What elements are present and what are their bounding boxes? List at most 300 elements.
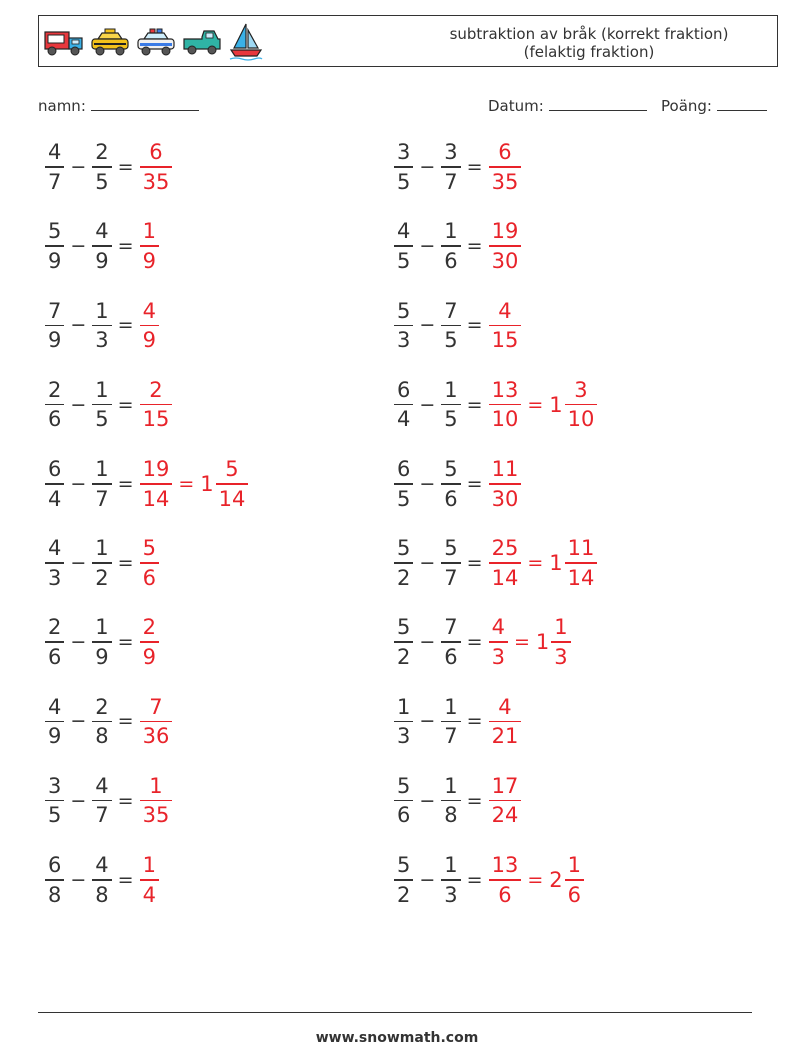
numerator: 5 xyxy=(444,457,458,482)
numerator: 7 xyxy=(48,298,62,323)
denominator: 6 xyxy=(444,486,458,511)
subtrahend-fraction xyxy=(441,218,460,274)
fraction-bar xyxy=(489,562,522,564)
denominator: 2 xyxy=(397,644,411,669)
numerator: 4 xyxy=(142,298,156,323)
equals-sign: = xyxy=(117,552,134,574)
denominator: 5 xyxy=(444,407,458,432)
denominator: 30 xyxy=(491,486,519,511)
denominator: 6 xyxy=(48,644,62,669)
minuend-fraction xyxy=(394,218,413,274)
denominator: 9 xyxy=(142,644,156,669)
answer-fraction xyxy=(140,218,159,274)
minuend-fraction xyxy=(45,298,64,354)
numerator: 2 xyxy=(95,140,109,165)
problem-row xyxy=(394,132,521,202)
fraction-bar xyxy=(489,325,522,327)
denominator: 2 xyxy=(397,565,411,590)
problem-row xyxy=(394,766,521,836)
subtrahend-fraction xyxy=(441,773,460,829)
fraction-bar xyxy=(489,721,522,723)
subtrahend-fraction xyxy=(92,614,111,670)
minuend-fraction xyxy=(394,377,413,433)
fraction-bar xyxy=(140,562,159,564)
answer xyxy=(489,535,598,591)
denominator: 8 xyxy=(48,882,62,907)
answer-fraction xyxy=(489,694,522,750)
numerator: 5 xyxy=(397,536,411,561)
equals-sign: = xyxy=(513,631,530,654)
denominator: 15 xyxy=(142,407,170,432)
numerator: 4 xyxy=(95,219,109,244)
minus-sign: − xyxy=(70,314,87,337)
answer xyxy=(489,298,522,354)
denominator: 4 xyxy=(142,882,156,907)
minuend-fraction xyxy=(45,852,64,908)
denominator: 10 xyxy=(491,407,519,432)
answer xyxy=(140,694,173,750)
answer-fraction xyxy=(140,298,159,354)
fraction-bar xyxy=(565,404,598,406)
denominator: 7 xyxy=(444,565,458,590)
numerator: 1 xyxy=(95,536,109,561)
problem-row xyxy=(394,845,584,915)
minuend-fraction xyxy=(45,773,64,829)
numerator: 11 xyxy=(567,536,595,561)
fraction-bar xyxy=(441,325,460,327)
numerator: 1 xyxy=(149,773,163,798)
denominator: 5 xyxy=(397,169,411,194)
fraction-bar xyxy=(551,641,570,643)
denominator: 9 xyxy=(95,248,109,273)
fraction-bar xyxy=(92,562,111,564)
name-label: namn: xyxy=(38,97,86,115)
answer-fraction xyxy=(140,139,173,195)
fraction-bar xyxy=(441,562,460,564)
numerator: 17 xyxy=(491,773,519,798)
numerator: 7 xyxy=(444,615,458,640)
denominator: 3 xyxy=(397,328,411,353)
problem-row xyxy=(394,607,571,677)
denominator: 6 xyxy=(498,882,512,907)
pickup-truck-icon xyxy=(182,27,222,57)
subtrahend-fraction xyxy=(441,694,460,750)
denominator: 9 xyxy=(142,328,156,353)
fraction-bar xyxy=(140,166,173,168)
denominator: 3 xyxy=(95,328,109,353)
sailboat-icon xyxy=(228,22,264,62)
denominator: 21 xyxy=(491,724,519,749)
minuend-fraction xyxy=(45,456,64,512)
answer-fraction xyxy=(489,614,508,670)
fraction-bar xyxy=(441,404,460,406)
fraction-bar xyxy=(92,800,111,802)
subtrahend-fraction xyxy=(92,535,111,591)
numerator: 4 xyxy=(95,853,109,878)
fraction-bar xyxy=(565,562,598,564)
minus-sign: − xyxy=(419,156,436,178)
problem-row xyxy=(45,686,172,756)
fraction-bar xyxy=(441,800,460,802)
numerator: 2 xyxy=(95,694,109,719)
numerator: 1 xyxy=(95,615,109,640)
denominator: 7 xyxy=(444,169,458,194)
equals-sign: = xyxy=(117,156,134,178)
score-blank[interactable] xyxy=(717,94,767,111)
denominator: 15 xyxy=(491,328,519,353)
equals-sign: = xyxy=(117,235,134,258)
equals-sign: = xyxy=(466,868,483,891)
denominator: 5 xyxy=(95,407,109,432)
equals-sign: = xyxy=(466,710,483,733)
denominator: 8 xyxy=(95,882,109,907)
problem-row xyxy=(45,845,159,915)
subtrahend-fraction xyxy=(441,852,460,908)
answer-fraction xyxy=(489,139,522,195)
whole-number: 1 xyxy=(200,471,214,496)
fraction-bar xyxy=(140,641,159,643)
numerator: 6 xyxy=(498,140,512,165)
answer xyxy=(140,139,173,195)
date-label: Datum: xyxy=(488,97,544,115)
score-label: Poäng: xyxy=(661,97,712,115)
fraction-bar xyxy=(140,483,173,485)
equals-sign: = xyxy=(466,472,483,495)
fraction-bar xyxy=(45,879,64,881)
date-blank[interactable] xyxy=(549,94,647,111)
denominator: 9 xyxy=(142,248,156,273)
answer xyxy=(489,694,522,750)
numerator: 4 xyxy=(498,298,512,323)
answer xyxy=(140,456,249,512)
denominator: 6 xyxy=(567,882,581,907)
minus-sign: − xyxy=(70,552,87,574)
answer xyxy=(489,614,571,670)
fraction-bar xyxy=(394,166,413,168)
equals-sign: = xyxy=(117,631,134,654)
answer-fraction xyxy=(489,852,522,908)
fraction-bar xyxy=(394,483,413,485)
minus-sign: − xyxy=(70,235,87,258)
numerator: 5 xyxy=(225,457,239,482)
numerator: 4 xyxy=(48,694,62,719)
fraction-bar xyxy=(92,721,111,723)
numerator: 5 xyxy=(397,615,411,640)
subtrahend-fraction xyxy=(441,614,460,670)
answer xyxy=(489,218,522,274)
fraction-bar xyxy=(45,721,64,723)
numerator: 19 xyxy=(491,219,519,244)
minus-sign: − xyxy=(419,472,436,495)
equals-sign: = xyxy=(117,314,134,337)
denominator: 4 xyxy=(397,407,411,432)
numerator: 1 xyxy=(142,219,156,244)
answer-fraction xyxy=(140,773,173,829)
denominator: 3 xyxy=(554,644,568,669)
numerator: 1 xyxy=(444,773,458,798)
numerator: 3 xyxy=(48,773,62,798)
whole-number: 1 xyxy=(549,392,563,417)
minus-sign: − xyxy=(70,710,87,733)
denominator: 8 xyxy=(444,803,458,828)
numerator: 5 xyxy=(48,219,62,244)
numerator: 1 xyxy=(444,694,458,719)
answer xyxy=(140,614,159,670)
problem-row xyxy=(45,607,159,677)
fraction-bar xyxy=(441,641,460,643)
minus-sign: − xyxy=(419,552,436,574)
denominator: 14 xyxy=(491,565,519,590)
numerator: 6 xyxy=(397,377,411,402)
minus-sign: − xyxy=(419,710,436,733)
answer xyxy=(489,377,598,433)
equals-sign: = xyxy=(527,552,544,574)
denominator: 5 xyxy=(444,328,458,353)
answer xyxy=(140,298,159,354)
mixed-fraction xyxy=(565,377,598,433)
title-line-1: subtraktion av bråk (korrekt fraktion) xyxy=(449,25,729,43)
numerator: 1 xyxy=(444,853,458,878)
footer-divider xyxy=(38,1012,752,1013)
mixed-fraction xyxy=(551,614,570,670)
denominator: 5 xyxy=(95,169,109,194)
mixed-fraction xyxy=(216,456,249,512)
equals-sign: = xyxy=(466,235,483,258)
numerator: 13 xyxy=(491,853,519,878)
numerator: 6 xyxy=(48,457,62,482)
numerator: 1 xyxy=(95,298,109,323)
fraction-bar xyxy=(92,641,111,643)
problem-row xyxy=(394,449,521,519)
answer xyxy=(140,535,159,591)
fraction-bar xyxy=(489,879,522,881)
fraction-bar xyxy=(441,879,460,881)
name-blank[interactable] xyxy=(91,94,199,111)
date-field[interactable] xyxy=(488,94,647,115)
subtrahend-fraction xyxy=(441,535,460,591)
fraction-bar xyxy=(45,483,64,485)
numerator: 4 xyxy=(498,694,512,719)
minuend-fraction xyxy=(394,535,413,591)
numerator: 6 xyxy=(397,457,411,482)
minus-sign: − xyxy=(419,235,436,258)
mixed-fraction xyxy=(565,852,584,908)
answer-fraction xyxy=(489,456,522,512)
fraction-bar xyxy=(92,879,111,881)
answer-fraction xyxy=(489,377,522,433)
fraction-bar xyxy=(140,879,159,881)
numerator: 2 xyxy=(48,615,62,640)
answer xyxy=(489,773,522,829)
answer-fraction xyxy=(489,218,522,274)
equals-sign: = xyxy=(527,393,544,416)
numerator: 19 xyxy=(142,457,170,482)
numerator: 1 xyxy=(95,457,109,482)
subtrahend-fraction xyxy=(92,773,111,829)
denominator: 4 xyxy=(48,486,62,511)
denominator: 35 xyxy=(142,169,170,194)
fraction-bar xyxy=(140,721,173,723)
denominator: 5 xyxy=(397,486,411,511)
minuend-fraction xyxy=(394,852,413,908)
fraction-bar xyxy=(92,483,111,485)
minus-sign: − xyxy=(70,868,87,891)
fraction-bar xyxy=(140,245,159,247)
denominator: 6 xyxy=(444,644,458,669)
fire-truck-icon xyxy=(44,27,84,57)
denominator: 5 xyxy=(397,248,411,273)
denominator: 9 xyxy=(95,644,109,669)
fraction-bar xyxy=(216,483,249,485)
denominator: 9 xyxy=(48,328,62,353)
fraction-bar xyxy=(45,245,64,247)
denominator: 14 xyxy=(218,486,246,511)
denominator: 5 xyxy=(48,803,62,828)
problem-row xyxy=(45,449,248,519)
denominator: 7 xyxy=(95,486,109,511)
fraction-bar xyxy=(394,325,413,327)
fraction-bar xyxy=(394,641,413,643)
answer xyxy=(140,218,159,274)
denominator: 24 xyxy=(491,803,519,828)
numerator: 6 xyxy=(48,853,62,878)
answer-fraction xyxy=(489,298,522,354)
subtrahend-fraction xyxy=(441,139,460,195)
denominator: 14 xyxy=(142,486,170,511)
worksheet-title xyxy=(399,25,779,61)
equals-sign: = xyxy=(466,314,483,337)
fraction-bar xyxy=(394,404,413,406)
minus-sign: − xyxy=(70,472,87,495)
minus-sign: − xyxy=(70,631,87,654)
subtrahend-fraction xyxy=(441,298,460,354)
equals-sign: = xyxy=(527,868,544,891)
subtrahend-fraction xyxy=(92,694,111,750)
numerator: 1 xyxy=(444,377,458,402)
numerator: 4 xyxy=(48,536,62,561)
denominator: 8 xyxy=(95,724,109,749)
numerator: 4 xyxy=(95,773,109,798)
fraction-bar xyxy=(45,166,64,168)
fraction-bar xyxy=(565,879,584,881)
minuend-fraction xyxy=(45,535,64,591)
fraction-bar xyxy=(140,325,159,327)
numerator: 7 xyxy=(149,694,163,719)
score-field[interactable] xyxy=(661,94,767,115)
fraction-bar xyxy=(441,166,460,168)
denominator: 14 xyxy=(567,565,595,590)
minuend-fraction xyxy=(394,773,413,829)
fraction-bar xyxy=(45,800,64,802)
problem-row xyxy=(394,686,521,756)
minuend-fraction xyxy=(45,614,64,670)
problem-row xyxy=(45,290,159,360)
problem-row xyxy=(394,528,597,598)
fraction-bar xyxy=(441,721,460,723)
numerator: 1 xyxy=(444,219,458,244)
problem-row xyxy=(45,211,159,281)
minus-sign: − xyxy=(70,156,87,178)
fraction-bar xyxy=(394,800,413,802)
denominator: 36 xyxy=(142,724,170,749)
answer-fraction xyxy=(140,614,159,670)
problem-row xyxy=(394,290,521,360)
mixed-fraction xyxy=(565,535,598,591)
answer-fraction xyxy=(140,377,173,433)
denominator: 3 xyxy=(397,724,411,749)
fraction-bar xyxy=(92,245,111,247)
answer-fraction xyxy=(140,852,159,908)
denominator: 10 xyxy=(567,407,595,432)
header-icons xyxy=(44,21,264,63)
minuend-fraction xyxy=(45,694,64,750)
numerator: 5 xyxy=(397,773,411,798)
denominator: 6 xyxy=(142,565,156,590)
denominator: 35 xyxy=(491,169,519,194)
subtrahend-fraction xyxy=(92,377,111,433)
minus-sign: − xyxy=(419,314,436,337)
fraction-bar xyxy=(45,404,64,406)
numerator: 25 xyxy=(491,536,519,561)
subtrahend-fraction xyxy=(92,852,111,908)
whole-number: 1 xyxy=(549,551,563,575)
denominator: 7 xyxy=(48,169,62,194)
fraction-bar xyxy=(489,641,508,643)
denominator: 3 xyxy=(491,644,505,669)
numerator: 3 xyxy=(574,377,588,402)
fraction-bar xyxy=(394,721,413,723)
minuend-fraction xyxy=(394,694,413,750)
numerator: 4 xyxy=(397,219,411,244)
numerator: 2 xyxy=(142,615,156,640)
numerator: 3 xyxy=(397,140,411,165)
denominator: 35 xyxy=(142,803,170,828)
subtrahend-fraction xyxy=(92,298,111,354)
equals-sign: = xyxy=(466,789,483,812)
numerator: 1 xyxy=(397,694,411,719)
numerator: 2 xyxy=(48,377,62,402)
whole-number: 1 xyxy=(535,630,550,655)
police-car-icon xyxy=(136,27,176,57)
problem-row xyxy=(394,211,521,281)
fraction-bar xyxy=(45,562,64,564)
fraction-bar xyxy=(489,800,522,802)
denominator: 3 xyxy=(444,882,458,907)
fraction-bar xyxy=(92,325,111,327)
equals-sign: = xyxy=(466,156,483,178)
numerator: 5 xyxy=(397,298,411,323)
subtrahend-fraction xyxy=(92,218,111,274)
minus-sign: − xyxy=(419,631,436,654)
minuend-fraction xyxy=(45,218,64,274)
denominator: 7 xyxy=(95,803,109,828)
fraction-bar xyxy=(92,404,111,406)
denominator: 7 xyxy=(444,724,458,749)
denominator: 6 xyxy=(444,248,458,273)
name-field[interactable] xyxy=(38,94,199,115)
denominator: 30 xyxy=(491,248,519,273)
problem-row xyxy=(45,528,159,598)
minuend-fraction xyxy=(394,614,413,670)
equals-sign: = xyxy=(117,710,134,733)
equals-sign: = xyxy=(117,789,134,812)
minus-sign: − xyxy=(419,868,436,891)
subtrahend-fraction xyxy=(92,139,111,195)
numerator: 5 xyxy=(444,536,458,561)
numerator: 4 xyxy=(48,140,62,165)
numerator: 1 xyxy=(554,615,568,640)
fraction-bar xyxy=(489,404,522,406)
